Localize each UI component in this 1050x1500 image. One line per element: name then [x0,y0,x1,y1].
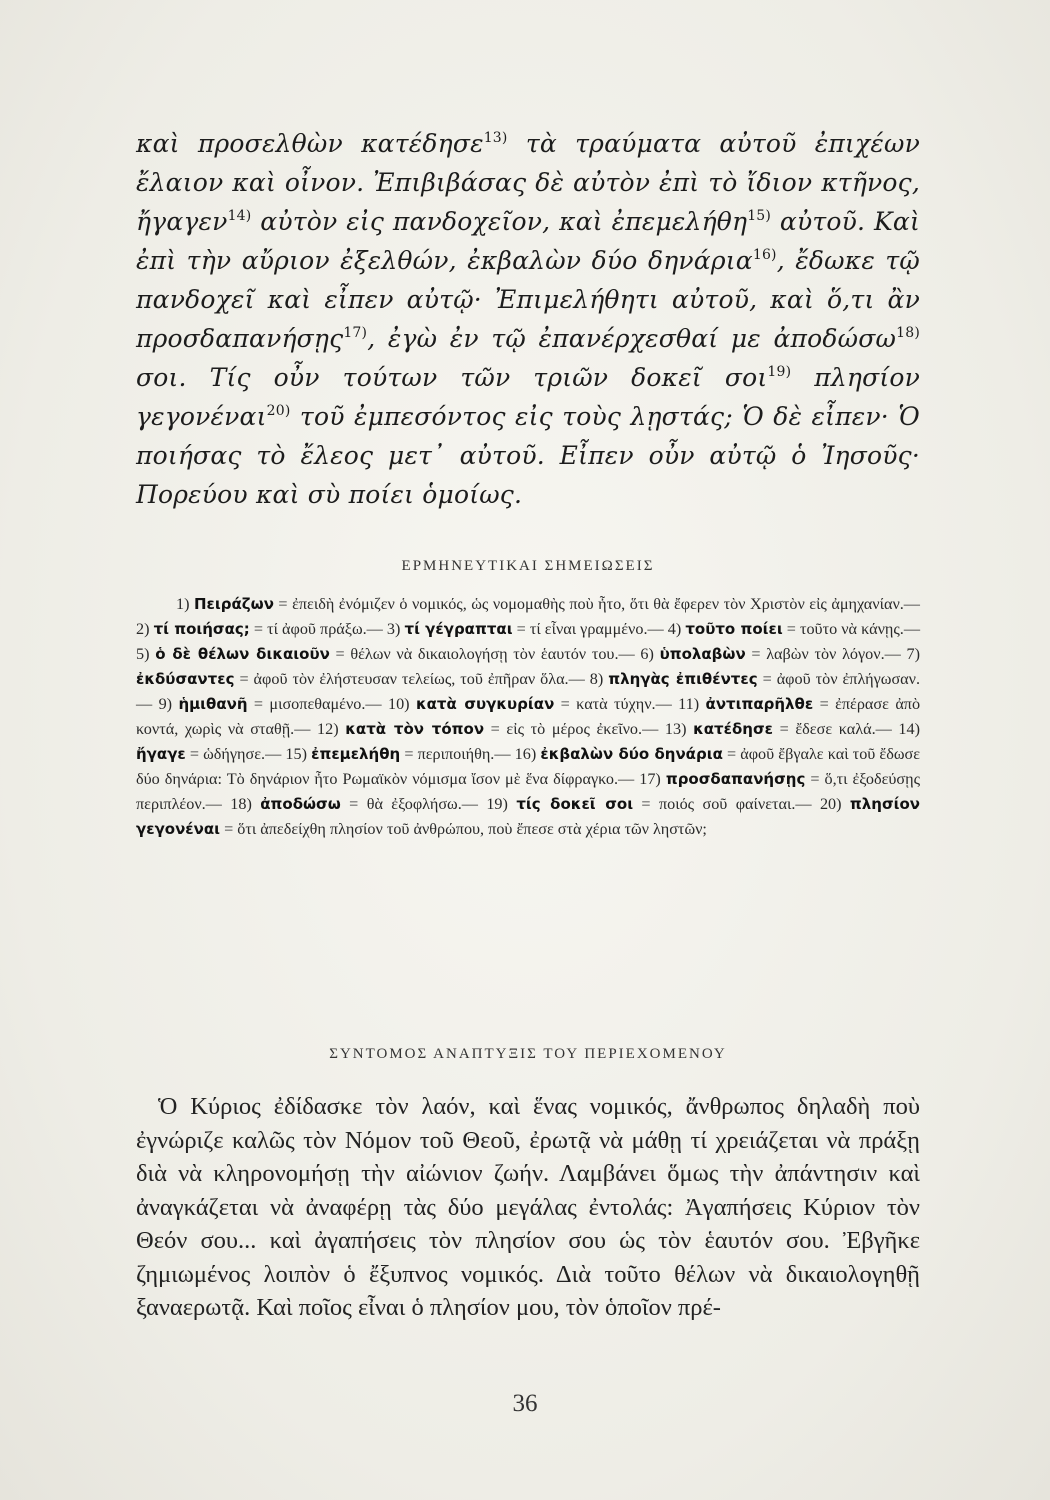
note-term: ἐκβαλὼν δύο δηνάρια [540,745,723,763]
note-number: 7) [900,645,920,663]
footnote-ref-20: 20) [266,403,291,419]
note-term: ὑπολαβὼν [659,645,746,663]
note-definition: = ἔδεσε καλά.— [773,720,892,738]
passage-text: αὐτὸν εἰς πανδοχεῖον, καὶ ἐπεμελήθη [251,207,748,236]
note-number: 9) [152,695,173,713]
note-number: 16) [510,745,537,763]
note-term: κατὰ τὸν τόπον [345,720,485,738]
note-number: 13) [658,720,687,738]
note-number: 10) [381,695,410,713]
passage-text: τοῦ ἐμπεσόντος εἰς τοὺς λῃστάς; Ὁ δὲ εἶπεν· Ὁ ποιήσας τὸ ἔλεος μετ᾽ αὐτοῦ. Εἶπεν οὖν αὐτῷ ὁ Ἰησοῦς· Πορεύου καὶ σὺ ποίει ὁμοίως. [136,402,920,509]
note-number: 15) [281,745,307,763]
note-definition: = ποιός σοῦ φαίνεται.— [633,795,812,813]
note-term: κατέδησε [693,720,773,738]
passage-text: , ἐγὼ ἐν τῷ ἐπανέρχεσθαί με ἀποδώσω [367,324,897,353]
note-term: ἡμιθανῆ [178,695,248,713]
footnote-ref-15: 15) [747,208,772,224]
note-term: προσδαπανήσῃς [665,770,806,788]
note-definition: = ὡδήγησε.— [185,745,282,763]
note-definition: = τί ἀφοῦ πράξω.— [249,620,383,638]
note-number: 1) [176,595,190,613]
note-term: ὁ δὲ θέλων δικαιοῦν [155,645,330,663]
note-definition: = τοῦτο νὰ κάνῃς.— [782,620,921,638]
note-definition: = λαβὼν τὸν λόγον.— [745,645,901,663]
note-definition: = ἀφοῦ τὸν ἐπλήγωσαν.— [136,670,921,713]
note-term: ἐκδύσαντες [136,670,235,688]
note-definition: = ἀφοῦ ἔβγαλε καὶ τοῦ ἔδωσε δύο δηνάρια: Τὸ δηνάριον ἦτο Ρωμαϊκὸν νόμισμα ἴσον μὲ ἕνα δίφραγκο.— [136,745,921,788]
passage-text: πλησίον γεγονέναι [136,363,920,431]
notes-paragraph [136,592,920,842]
note-term: ἐπεμελήθη [311,745,401,763]
note-term: τοῦτο ποίει [685,620,783,638]
note-number: 2) [136,620,150,638]
note-term: πλησίον γεγονέναι [136,795,921,838]
note-number: 5) [136,645,150,663]
passage-text: τὰ τραύματα αὐτοῦ ἐπιχέων ἔλαιον καὶ οἶνον. Ἐπιβιβάσας δὲ αὐτὸν ἐπὶ τὸ ἴδιον κτῆνος, ἤγαγεν [136,129,921,236]
note-definition: = εἰς τὸ μέρος ἐκεῖνο.— [484,720,659,738]
passage-text: , ἔδωκε τῷ πανδοχεῖ καὶ εἶπεν αὐτῷ· Ἐπιμελήθητι αὐτοῦ, καὶ ὅ,τι ἂν προσδαπανήσῃς [136,246,921,353]
note-term: τί ποιήσας; [153,620,250,638]
note-number: 3) [382,620,401,638]
summary-paragraph: Ὁ Κύριος ἐδίδασκε τὸν λαόν, καὶ ἕνας νομικός, ἄνθρωπος δηλαδὴ ποὺ ἐγνώριζε καλῶς τὸν Νόμον τοῦ Θεοῦ, ἐρωτᾷ νὰ μάθῃ τί χρειάζεται νὰ πράξῃ διὰ νὰ κληρονομήσῃ τὴν αἰώνιον ζωήν. Λαμβάνει ὅμως τὴν ἀπάντησιν καὶ ἀναγκάζεται νὰ ἀναφέρῃ τὰς δύο μεγάλας ἐντολάς: Ἀγαπήσεις Κύριον τὸν Θεόν σου... καὶ ἀγαπήσεις τὸν πλησίον σου ὡς τὸν ἑαυτόν σου. Ἐβγῆκε ζημιωμένος λοιπὸν ὁ ἔξυπνος νομικός. Διὰ τοῦτο θέλων νὰ δικαιολογηθῇ ξαναερωτᾷ. Καὶ ποῖος εἶναι ὁ πλησίον μου, τὸν ὁποῖον πρέ- [136,1093,920,1321]
footnote-ref-13: 13) [483,130,508,146]
note-term: ἤγαγε [136,745,186,763]
note-number: 19) [477,795,508,813]
passage-paragraph [136,124,920,514]
explanatory-notes [136,592,920,842]
page-number: 36 [512,1390,538,1417]
summary-heading: ΣΥΝΤΟΜΟΣ ΑΝΑΠΤΥΞΙΣ ΤΟΥ ΠΕΡΙΕΧΟΜΕΝΟΥ [329,1046,727,1062]
note-definition: = τί εἶναι γραμμένο.— [512,620,664,638]
note-term: τί γέγραπται [404,620,513,638]
note-number: 12) [310,720,339,738]
footnote-ref-14: 14) [227,208,252,224]
note-definition: = ἐπέρασε ἀπὸ κοντά, χωρὶς νὰ σταθῇ.— [136,695,921,738]
note-definition: = μισοπεθαμένο.— [247,695,382,713]
footnote-ref-17: 17) [343,325,368,341]
note-number: 17) [634,770,661,788]
summary-section [136,1090,920,1325]
passage-text: σοι. Τίς οὖν τούτων τῶν τριῶν δοκεῖ σοι [136,363,768,392]
note-term: πληγὰς ἐπιθέντες [608,670,758,688]
note-term: τίς δοκεῖ σοι [516,795,634,813]
note-term: ἀντιπαρῆλθε [705,695,814,713]
note-number: 18) [221,795,252,813]
note-definition: = περιποιήθη.— [400,745,511,763]
note-number: 6) [634,645,654,663]
footnote-ref-16: 16) [752,247,777,263]
note-definition: = ἀφοῦ τὸν ἐλήστευσαν τελείως, τοῦ ἐπῆραν ὅλα.— [234,670,585,688]
passage-text: καὶ προσελθὼν κατέδησε [136,129,484,158]
footnote-ref-18: 18) [896,325,920,341]
notes-heading: ΕΡΜΗΝΕΥΤΙΚΑΙ ΣΗΜΕΙΩΣΕΙΣ [401,558,655,574]
note-number: 14) [891,720,921,738]
note-term: κατὰ συγκυρίαν [415,695,555,713]
note-definition: = ἐπειδὴ ἐνόμιζεν ὁ νομικός, ὡς νομομαθὴς ποὺ ἦτο, ὅτι θὰ ἔφερεν τὸν Χριστὸν εἰς ἀμηχανίαν.— [273,595,920,613]
note-number: 8) [584,670,604,688]
note-definition: = θὰ ἐξοφλήσω.— [340,795,478,813]
note-number: 11) [671,695,700,713]
passage-text: αὐτοῦ. Καὶ ἐπὶ τὴν αὔριον ἐξελθών, ἐκβαλὼν δύο δηνάρια [136,207,920,275]
note-definition: = κατὰ τύχην.— [554,695,672,713]
gospel-passage [136,124,920,514]
footnote-ref-19: 19) [767,364,792,380]
note-definition: = ὅτι ἀπεδείχθη πλησίον τοῦ ἀνθρώπου, ποὺ ἔπεσε στὰ χέρια τῶν ληστῶν; [220,820,707,838]
note-term: Πειράζων [194,595,274,613]
note-definition: = ὅ,τι ἐξοδεύσῃς περιπλέον.— [136,770,921,813]
note-term: ἀποδώσω [260,795,341,813]
note-number: 4) [663,620,682,638]
note-definition: = θέλων νὰ δικαιολογήσῃ τὸν ἑαυτόν του.— [329,645,635,663]
note-number: 20) [811,795,842,813]
